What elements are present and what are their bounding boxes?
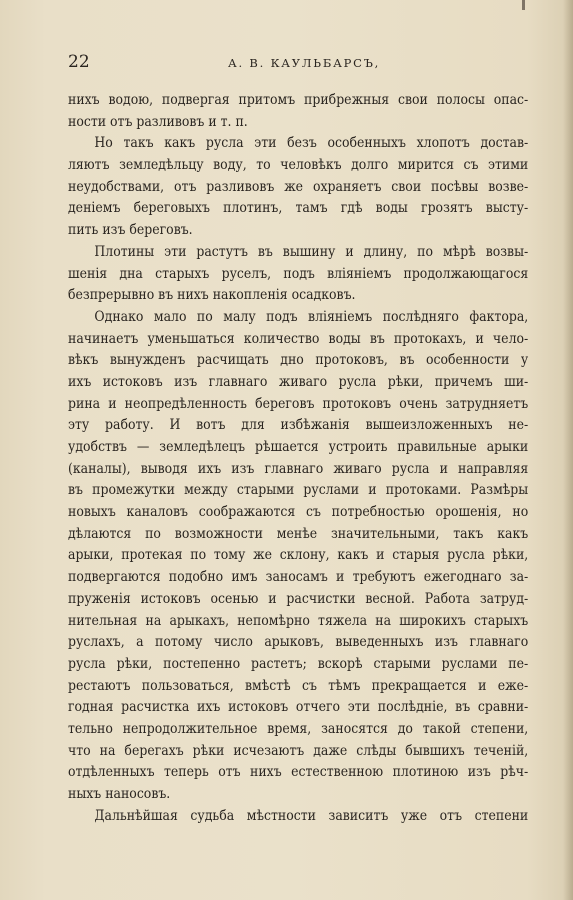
text-line: руслахъ, а потому число арыковъ, выведенныхъ изъ главнаго	[68, 634, 529, 651]
running-head: А. В. КАУЛЬБАРСЪ,	[228, 56, 381, 70]
text-line: Плотины эти растутъ въ вышину и длину, по мѣрѣ возвы-	[94, 243, 529, 260]
text-line: подвергаются подобно имъ заносамъ и требуютъ ежегоднаго за-	[68, 569, 529, 586]
text-line: тельно непродолжительное время, заносятся до такой степени,	[68, 720, 529, 737]
page-number: 22	[68, 52, 90, 72]
text-line: ляютъ земледѣльцу воду, то человѣкъ долго мирится съ этими	[68, 157, 529, 174]
page-edge-shadow	[563, 0, 573, 900]
text-line: вѣкъ вынужденъ расчищать дно протоковъ, въ особенности у	[68, 352, 529, 369]
text-line: рестаютъ пользоваться, вмѣстѣ съ тѣмъ прекращается и еже-	[68, 677, 529, 694]
text-line: деніемъ береговыхъ плотинъ, тамъ гдѣ воды грозятъ высту-	[68, 200, 529, 217]
page-header	[68, 52, 526, 80]
text-line: что на берегахъ рѣки исчезаютъ даже слѣды бывшихъ теченій,	[68, 742, 529, 759]
text-line: эту работу. И вотъ для избѣжанія вышеизложенныхъ не-	[68, 417, 529, 434]
text-line: шенія дна старыхъ руселъ, подъ вліяніемъ продолжающагося	[68, 265, 529, 282]
body-text	[68, 90, 528, 827]
text-line: безпрерывно въ нихъ накопленія осадковъ.	[68, 287, 356, 304]
text-line: начинаетъ уменьшаться количество воды въ протокахъ, и чело-	[68, 330, 529, 347]
ink-mark	[522, 0, 525, 10]
text-line: удобствъ — земледѣлецъ рѣшается устроить правильные арыки	[68, 439, 529, 455]
text-line: русла рѣки, постепенно растетъ; вскорѣ старыми руслами пе-	[68, 655, 529, 672]
text-line: ности отъ разливовъ и т. п.	[68, 113, 248, 130]
text-line: рина и неопредѣленность береговъ протоковъ очень затрудняетъ	[68, 395, 529, 412]
text-line: Но такъ какъ русла эти безъ особенныхъ хлопотъ достав-	[94, 135, 529, 152]
text-line: ихъ истоковъ изъ главнаго живаго русла рѣки, причемъ ши-	[68, 373, 529, 390]
text-line: Однако мало по малу подъ вліяніемъ послѣдняго фактора,	[94, 308, 529, 325]
text-line: нительная на арыкахъ, непомѣрно тяжела на широкихъ старыхъ	[68, 612, 529, 629]
text-line: дѣлаются по возможности менѣе значительными, такъ какъ	[68, 525, 529, 542]
text-line: отдѣленныхъ теперь отъ нихъ естественною плотиною изъ рѣч-	[68, 764, 529, 781]
text-line: пруженія истоковъ осенью и расчистки весной. Работа затруд-	[68, 590, 529, 607]
text-line: ныхъ наносовъ.	[68, 786, 171, 802]
text-line: годная расчистка ихъ истоковъ отчего эти послѣдніе, въ сравни-	[68, 699, 529, 716]
text-line: (каналы), выводя ихъ изъ главнаго живаго русла и направляя	[68, 460, 529, 477]
text-line: въ промежутки между старыми руслами и протоками. Размѣры	[68, 482, 529, 499]
text-line: арыки, протекая по тому же склону, какъ и старыя русла рѣки,	[68, 547, 529, 564]
text-line: пить изъ береговъ.	[68, 222, 193, 239]
text-line: Дальнѣйшая судьба мѣстности зависитъ уже отъ степени	[94, 807, 529, 824]
text-line: неудобствами, отъ разливовъ же охраняетъ свои посѣвы возве-	[68, 178, 529, 195]
text-line: нихъ водою, подвергая притомъ прибрежныя свои полосы опас-	[68, 92, 529, 108]
text-line: новыхъ каналовъ соображаются съ потребностью орошенія, но	[68, 504, 529, 521]
